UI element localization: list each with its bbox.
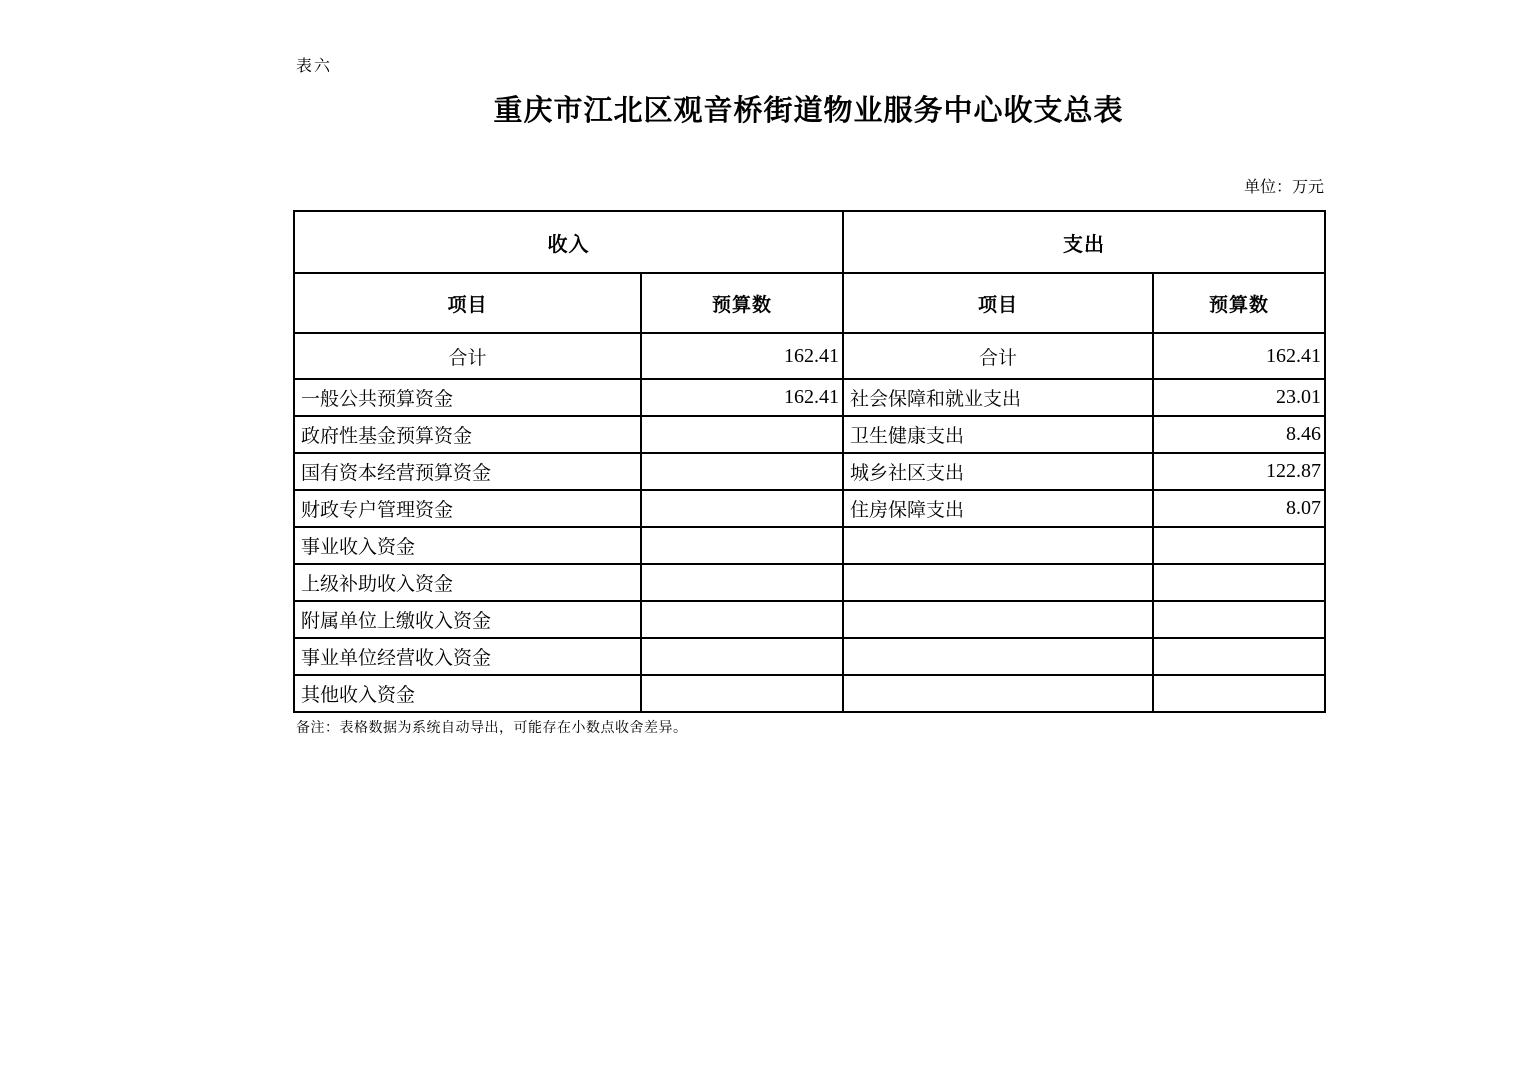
table-row <box>294 453 1325 490</box>
expense-item-cell <box>843 527 1153 564</box>
income-item-cell: 国有资本经营预算资金 <box>294 453 641 490</box>
table-row <box>294 638 1325 675</box>
expense-item-cell <box>843 675 1153 712</box>
income-budget-column-header: 预算数 <box>641 273 843 333</box>
income-item-cell: 事业收入资金 <box>294 527 641 564</box>
expense-budget-cell: 23.01 <box>1153 379 1325 416</box>
expense-budget-column-header: 预算数 <box>1153 273 1325 333</box>
unit-label: 单位：万元 <box>1243 179 1324 196</box>
table-row <box>294 564 1325 601</box>
income-item-cell: 政府性基金预算资金 <box>294 416 641 453</box>
income-item-cell: 合计 <box>294 333 641 379</box>
income-budget-cell: 162.41 <box>641 333 843 379</box>
expenditure-group-header: 支出 <box>843 211 1325 273</box>
income-budget-cell <box>641 416 843 453</box>
income-item-cell: 上级补助收入资金 <box>294 564 641 601</box>
expense-item-cell: 城乡社区支出 <box>843 453 1153 490</box>
income-budget-cell <box>641 675 843 712</box>
budget-summary-table <box>293 210 1326 713</box>
expense-budget-cell <box>1153 638 1325 675</box>
income-budget-cell <box>641 638 843 675</box>
expense-item-cell: 合计 <box>843 333 1153 379</box>
income-item-cell: 事业单位经营收入资金 <box>294 638 641 675</box>
income-item-cell: 一般公共预算资金 <box>294 379 641 416</box>
expense-item-column-header: 项目 <box>843 273 1153 333</box>
expense-budget-cell <box>1153 601 1325 638</box>
income-budget-cell <box>641 601 843 638</box>
expense-budget-cell <box>1153 675 1325 712</box>
table-row <box>294 490 1325 527</box>
income-item-cell: 附属单位上缴收入资金 <box>294 601 641 638</box>
group-header-row <box>294 211 1325 273</box>
expense-item-cell: 卫生健康支出 <box>843 416 1153 453</box>
table-row <box>294 379 1325 416</box>
expense-budget-cell <box>1153 527 1325 564</box>
table-row <box>294 527 1325 564</box>
income-budget-cell <box>641 564 843 601</box>
income-budget-cell: 162.41 <box>641 379 843 416</box>
expense-item-cell: 住房保障支出 <box>843 490 1153 527</box>
table-number-label: 表六 <box>296 58 333 75</box>
expense-item-cell <box>843 601 1153 638</box>
budget-summary-table-container <box>293 210 1326 713</box>
income-budget-cell <box>641 527 843 564</box>
table-row <box>294 675 1325 712</box>
table-row <box>294 601 1325 638</box>
expense-item-cell: 社会保障和就业支出 <box>843 379 1153 416</box>
expense-budget-cell <box>1153 564 1325 601</box>
expense-budget-cell: 122.87 <box>1153 453 1325 490</box>
income-item-cell: 其他收入资金 <box>294 675 641 712</box>
income-item-column-header: 项目 <box>294 273 641 333</box>
expense-item-cell <box>843 564 1153 601</box>
expense-budget-cell: 8.46 <box>1153 416 1325 453</box>
income-item-cell: 财政专户管理资金 <box>294 490 641 527</box>
expense-budget-cell: 162.41 <box>1153 333 1325 379</box>
table-row-total <box>294 333 1325 379</box>
expense-item-cell <box>843 638 1153 675</box>
expense-budget-cell: 8.07 <box>1153 490 1325 527</box>
footnote: 备注：表格数据为系统自动导出，可能存在小数点收舍差异。 <box>296 721 688 736</box>
page-title: 重庆市江北区观音桥街道物业服务中心收支总表 <box>493 95 1124 127</box>
table-row <box>294 416 1325 453</box>
income-group-header: 收入 <box>294 211 843 273</box>
income-budget-cell <box>641 490 843 527</box>
income-budget-cell <box>641 453 843 490</box>
column-header-row <box>294 273 1325 333</box>
